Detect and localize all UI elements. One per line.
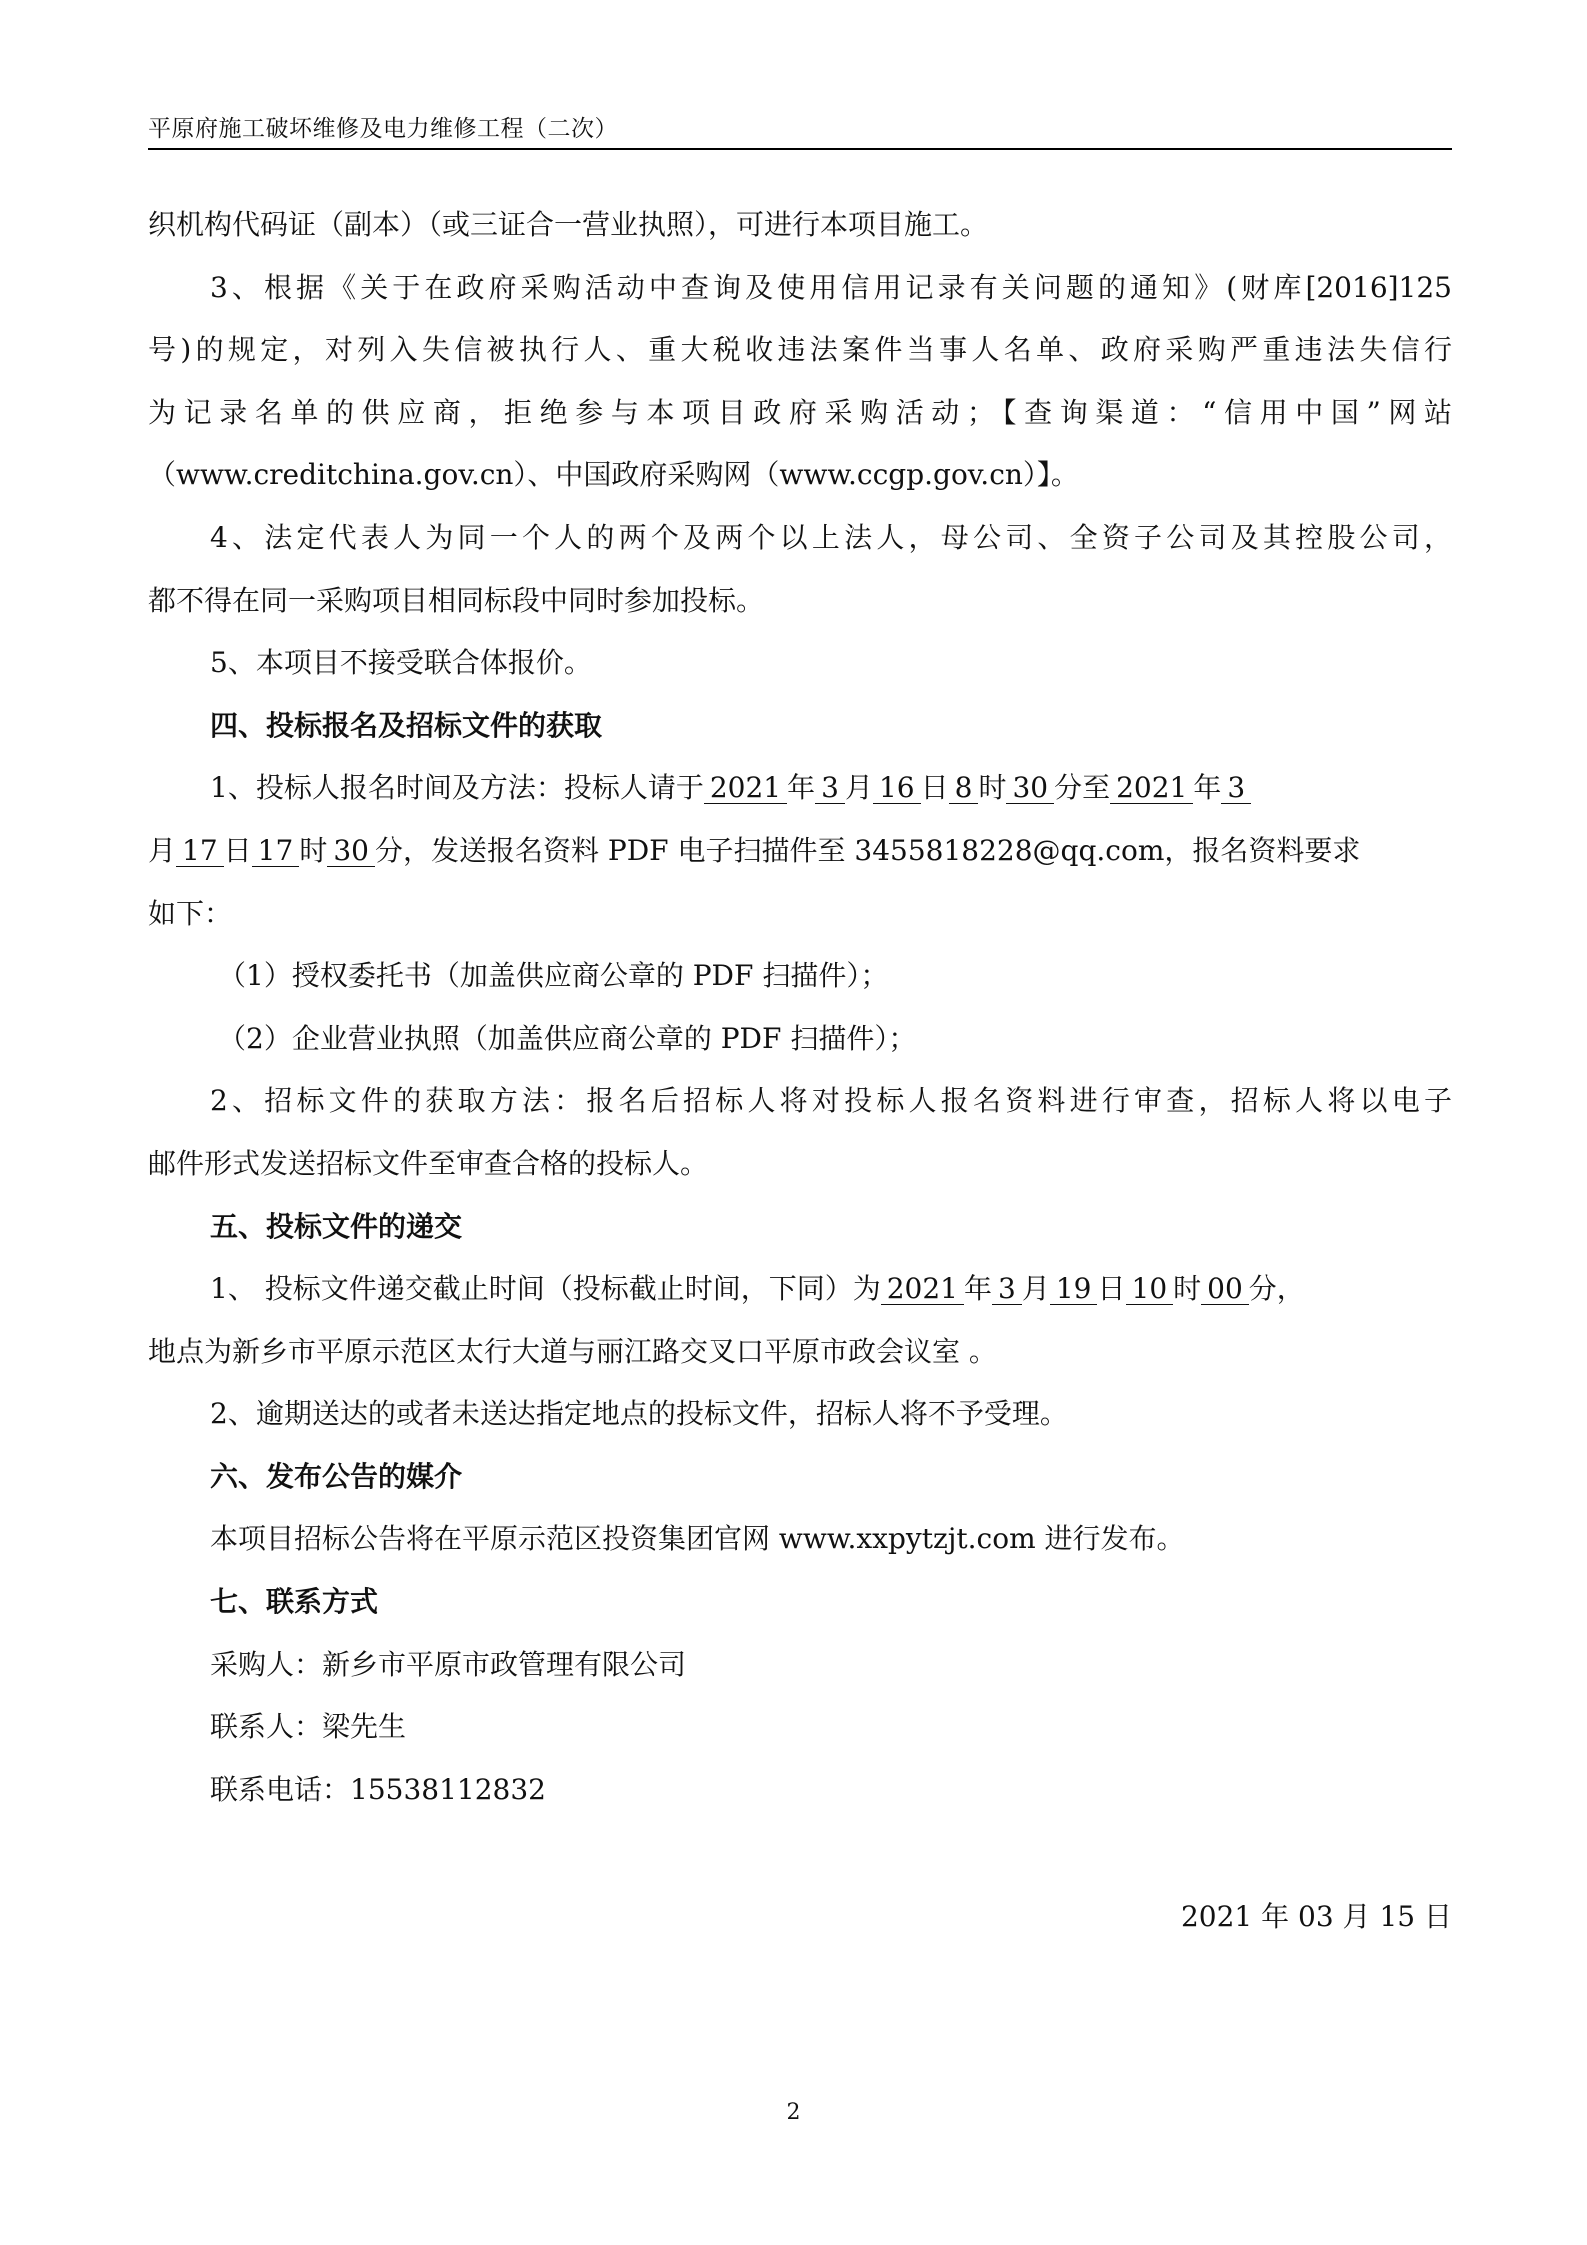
header-title: 平原府施工破坏维修及电力维修工程（二次） — [148, 116, 618, 142]
paragraph-credit-line-3: 为记录名单的供应商，拒绝参与本项目政府采购活动；【查询渠道：“信用中国”网站 — [148, 395, 1452, 429]
registration-line-1 — [148, 757, 1452, 820]
reg-end-minute: 30 — [327, 836, 375, 867]
submission-intro: 1、 投标文件递交截止时间（投标截止时间，下同）为 — [210, 1272, 881, 1306]
document-body — [148, 194, 1452, 1821]
reg-start-hour: 8 — [949, 773, 979, 804]
paragraph-legal-rep-line-2: 都不得在同一采购项目相同标段中同时参加投标。 — [148, 583, 765, 617]
label-month: 月 — [844, 771, 873, 805]
section-heading-5: 五、投标文件的递交 — [210, 1209, 463, 1243]
reg-start-year: 2021 — [704, 773, 787, 804]
registration-line-2 — [148, 820, 1452, 883]
paragraph-credit-line-4: （www.creditchina.gov.cn）、中国政府采购网（www.ccgp.gov.cn）】。 — [148, 458, 1079, 492]
page-number: 2 — [786, 2100, 801, 2125]
paragraph-credit-line-2: 号)的规定，对列入失信被执行人、重大税收违法案件当事人名单、政府采购严重违法失信行 — [148, 333, 1452, 367]
reg-start-minute: 30 — [1006, 773, 1054, 804]
paragraph-no-consortium: 5、本项目不接受联合体报价。 — [210, 646, 592, 680]
section-heading-4: 四、投标报名及招标文件的获取 — [210, 708, 603, 742]
media-statement: 本项目招标公告将在平原示范区投资集团官网 www.xxpytzjt.com 进行发布。 — [210, 1522, 1185, 1556]
reg-end-hour: 17 — [252, 836, 300, 867]
document-date: 2021 年 03 月 15 日 — [1180, 1900, 1452, 1933]
label-year: 年 — [1193, 771, 1222, 805]
paragraph-legal-rep-line-1: 4、法定代表人为同一个人的两个及两个以上法人，母公司、全资子公司及其控股公司， — [210, 520, 1452, 554]
label-hour: 时 — [978, 771, 1007, 805]
sub-month: 3 — [992, 1274, 1022, 1305]
label-minute-comma: 分， — [1248, 1272, 1305, 1306]
sub-minute: 00 — [1201, 1274, 1249, 1305]
sub-day: 19 — [1050, 1274, 1098, 1305]
reg-end-month: 3 — [1221, 773, 1251, 804]
label-day: 日 — [920, 771, 949, 805]
page-header — [148, 114, 1452, 150]
label-day: 日 — [223, 833, 252, 867]
label-hour: 时 — [299, 833, 328, 867]
submission-line-1 — [148, 1258, 1452, 1321]
reg-end-year: 2021 — [1110, 773, 1193, 804]
contact-person: 联系人：梁先生 — [210, 1710, 407, 1744]
reg-start-day: 16 — [873, 773, 921, 804]
registration-tail: ，发送报名资料 PDF 电子扫描件至 3455818228@qq.com，报名资料要求 — [402, 833, 1361, 867]
contact-buyer: 采购人：新乡市平原市政管理有限公司 — [210, 1647, 687, 1681]
submission-line-2: 地点为新乡市平原示范区太行大道与丽江路交叉口平原市政会议室 。 — [148, 1334, 997, 1368]
registration-line-3: 如下： — [148, 896, 233, 930]
registration-intro: 1、投标人报名时间及方法：投标人请于 — [210, 771, 704, 805]
paragraph-credit-line-1: 3、根据《关于在政府采购活动中查询及使用信用记录有关问题的通知》(财库[2016]125 — [210, 270, 1452, 304]
label-minute: 分 — [374, 833, 403, 867]
label-month: 月 — [148, 833, 177, 867]
document-acquisition-line-1: 2、招标文件的获取方法：报名后招标人将对投标人报名资料进行审查，招标人将以电子 — [210, 1084, 1452, 1118]
paragraph-continuation: 织机构代码证（副本）（或三证合一营业执照），可进行本项目施工。 — [148, 208, 989, 241]
reg-start-month: 3 — [815, 773, 845, 804]
section-heading-7: 七、联系方式 — [210, 1585, 379, 1619]
reg-end-day: 17 — [176, 836, 224, 867]
sub-hour: 10 — [1126, 1274, 1174, 1305]
label-year: 年 — [963, 1272, 992, 1306]
section-heading-6: 六、发布公告的媒介 — [210, 1459, 463, 1493]
requirement-item-1: （1）授权委托书（加盖供应商公章的 PDF 扫描件）； — [218, 959, 889, 993]
contact-phone: 联系电话：15538112832 — [210, 1772, 546, 1806]
label-year: 年 — [787, 771, 816, 805]
late-submission: 2、逾期送达的或者未送达指定地点的投标文件，招标人将不予受理。 — [210, 1397, 1068, 1431]
label-hour: 时 — [1173, 1272, 1202, 1306]
label-month: 月 — [1021, 1272, 1050, 1306]
document-acquisition-line-2: 邮件形式发送招标文件至审查合格的投标人。 — [148, 1146, 709, 1180]
requirement-item-2: （2）企业营业执照（加盖供应商公章的 PDF 扫描件）； — [218, 1021, 917, 1055]
label-day: 日 — [1097, 1272, 1126, 1306]
sub-year: 2021 — [881, 1274, 964, 1305]
label-minute-to: 分至 — [1054, 771, 1111, 805]
